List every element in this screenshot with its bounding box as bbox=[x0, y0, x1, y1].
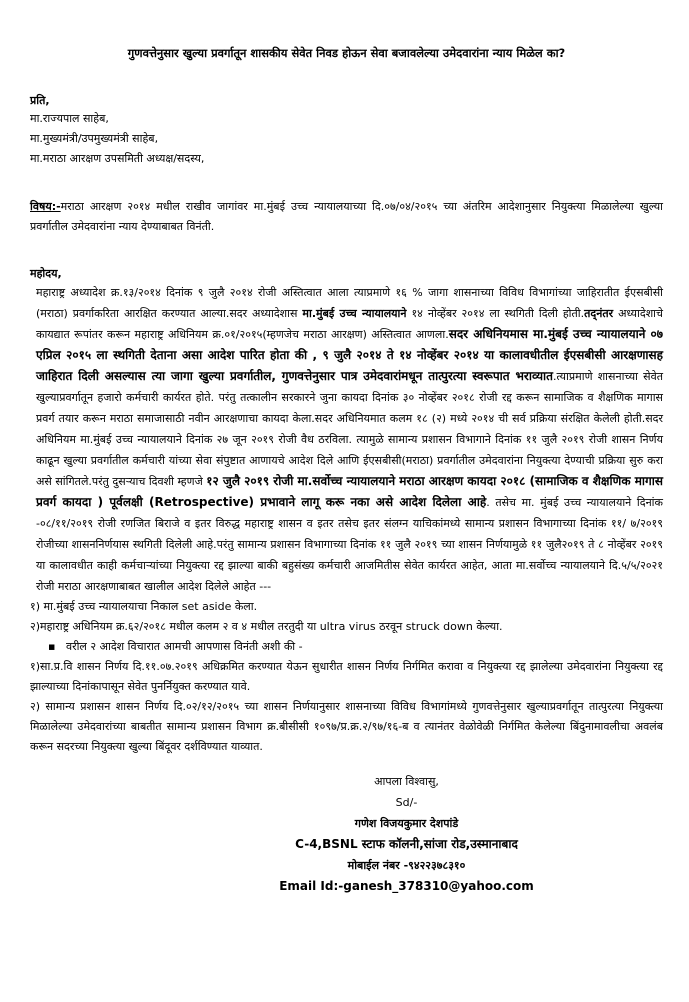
body-text-i: . तसेच मा. मुंबई उच्च न्यायालयाने दिनांक -०८/११/२०१९ रोजी रणजित बिराजे व इतर विरुद्ध महाराष्ट्र शासन व इतर तसेच इतर संलग्न याचिकांमध्ये सामान्य प्रशासन विभागाच्या दिनांक ११/ ७/२०१९ रोजीच्या शासननिर्णयास स्थगिती दिलेली आहे.परंतु सामान्य प्रशासन विभागाच्या दिनांक ११ जुलै २०१९ च्या शासन निर्णयामुळे ११ जुलै२०१९ ते ८ नोव्हेंबर २०१९ या कालावधीत काही कर्मचाऱ्यांच्या नियुक्त्या रद्द झाल्या बाकी बहुसंख्य कर्मचारी आजमितीस सेवेत कार्यरत आहेत, आता मा.सर्वोच्च न्यायालयाने दि.५/५/२०२१ रोजी मराठा आरक्षणाबाबत खालील आदेश दिलेले आहेत --- bbox=[36, 496, 663, 593]
body-text-a: महाराष्ट्र अध्यादेश क्र.१३/२०१४ दिनांक ९ जुलै २०१४ रोजी अस्तित्वात आला त्याप्रमाणे १६ % जागा शासनाच्या विविध विभागांच्या जाहिरातीत ईएसबीसी (मराठा) प्रवर्गाकरिता आरक्षित करण्यात आल्या.सदर अध्यादेशास bbox=[36, 286, 663, 320]
body-text-b: मा.मुंबई उच्च न्यायालयाने bbox=[302, 307, 407, 320]
addressee-3: मा.मराठा आरक्षण उपसमिती अध्यक्ष/सदस्य, bbox=[30, 152, 205, 165]
request-1: १)सा.प्र.वि शासन निर्णय दि.११.०७.२०१९ अधिक्रमित करण्यात येऊन सुधारीत शासन निर्णय निर्गमित करावा व नियुक्त्या रद्द झालेल्या उमेदवारांना नियुक्त्या रद्द झाल्याच्या दिनांकापासून सेवेत पुनर्नियुक्त करण्यात यावे. bbox=[30, 660, 663, 693]
addressee-1: मा.राज्यपाल साहेब, bbox=[30, 112, 109, 125]
salutation: महोदय, bbox=[30, 267, 62, 280]
letter-title: गुणवत्तेनुसार खुल्या प्रवर्गातून शासकीय सेवेत निवड होऊन सेवा बजावलेल्या उमेदवारांना न्याय मिळेल का? bbox=[127, 46, 566, 60]
body-text-c: १४ नोव्हेंबर २०१४ ला स्थगिती दिली होती. bbox=[406, 307, 585, 320]
body-text-g: .त्याप्रमाणे शासनाच्या सेवेत खुल्याप्रवर्गातून हजारो कर्मचारी कार्यरत होते. परंतु तत्कालीन सरकारने जुना कायदा दिनांक ३० नोव्हेंबर २०१८ रोजी रद्द करून सामाजिक व शैक्षणिक मागास प्रवर्ग तयार करून मराठा समाजासाठी नवीन आरक्षणाचा कायदा केला.सदर अधिनियमात कलम १८ (२) मध्ये २०१४ ची सर्व प्रक्रिया संरक्षित केलेली होती.सदर अधिनियम मा.मुंबई उच्च न्यायालयाने दिनांक २७ जून २०१९ रोजी वैध ठरविला. त्यामुळे सामान्य प्रशासन विभागाने दिनांक ११ जुलै २०१९ रोजी शासन निर्णय काढून खुल्या प्रवर्गातील कर्मचारी यांच्या सेवा संपुष्टात आणायचे आदेश दिले आणि ईएसबीसी(मराठा) प्रवर्गातील उमेदवारांना नियुक्त्या देण्याची प्रक्रिया सुरु करा असे सांगितले.परंतु दुसऱ्याच दिवशी म्हणजे bbox=[36, 370, 663, 488]
request-intro-text: वरील २ आदेश विचारात आमची आपणास विनंती अशी की - bbox=[65, 640, 303, 653]
body-text-f: सदर अधिनियमास मा.मुंबई उच्च न्यायालयाने ०७ एप्रिल २०१५ ला स्थगिती देताना असा आदेश पारित होता की , ९ जुलै २०१४ ते १४ नोव्हेंबर २०१४ या कालावधीतील ईएसबीसी आरक्षणासह जाहिरात दिली असल्यास त्या जागा खुल्या प्रवर्गातील, गुणवत्तेनुसार पात्र उमेदवारांमधून तात्पुरत्या स्वरूपात भराव्यात bbox=[36, 327, 663, 383]
request-intro: ▪ वरील २ आदेश विचारात आमची आपणास विनंती अशी की - bbox=[48, 640, 303, 653]
subject-label: विषय:- bbox=[30, 200, 61, 213]
signature-block bbox=[30, 771, 663, 897]
prati-label: प्रति, bbox=[30, 94, 50, 107]
regards: आपला विश्वासु, bbox=[374, 775, 439, 788]
body-text-h: १२ जुलै २०१९ रोजी मा.सर्वोच्च न्यायालयाने मराठा आरक्षण कायदा २०१८ (सामाजिक व शैक्षणिक मागास प्रवर्ग कायदा ) पूर्वलक्षी (Retrospective) प्रभावाने लागू करू नका असे आदेश दिलेला आहे bbox=[36, 474, 663, 509]
request-2: २) सामान्य प्रशासन शासन निर्णय दि.०२/१२/२०१५ च्या शासन निर्णयानुसार शासनाच्या विविध विभागांमध्ये गुणवत्तेनुसार खुल्याप्रवर्गातून तात्पुरत्या नियुक्त्या मिळालेल्या उमेदवारांच्या बाबतीत सामान्य प्रशासन विभाग क्र.बीसीसी १०९७/प्र.क्र.२/९७/१६-ब व त्यानंतर वेळोवेळी निर्गमित केलेल्या बिंदुनामावलीचा अवलंब करून सदरच्या नियुक्त्या खुल्या बिंदूवर दर्शविण्यात याव्यात. bbox=[30, 700, 663, 753]
addressee-2: मा.मुख्यमंत्री/उपमुख्यमंत्री साहेब, bbox=[30, 132, 159, 145]
body-text-e: अध्यादेशाचे कायद्यात रूपांतर करून महाराष्ट्र अधिनियम क्र.०१/२०१५(म्हणजेच मराठा आरक्षण) अस्तित्वात आणला. bbox=[36, 307, 664, 341]
sender-email: Email Id:-ganesh_378310@yahoo.com bbox=[279, 879, 534, 893]
sender-address: C-4,BSNL स्टाफ कॉलनी,सांजा रोड,उस्मानाबाद bbox=[295, 837, 518, 851]
subject-line bbox=[30, 197, 663, 237]
sender-name: गणेश विजयकुमार देशपांडे bbox=[354, 817, 459, 830]
order-1: १) मा.मुंबई उच्च न्यायालयाचा निकाल set aside केला. bbox=[30, 600, 258, 613]
subject-text: मराठा आरक्षण २०१४ मधील राखीव जागांवर मा.मुंबई उच्च न्यायालयाच्या दि.०७/०४/२०१५ च्या अंतरिम आदेशानुसार नियुक्त्या मिळालेल्या खुल्या प्रवर्गातील उमेदवारांना न्याय देण्याबाबत विनंती. bbox=[30, 200, 663, 233]
sender-mobile: मोबाईल नंबर -९४२२३७८३१० bbox=[347, 859, 466, 872]
order-2: २)महाराष्ट्र अधिनियम क्र.६२/२०१८ मधील कलम २ व ४ मधील तरतुदी या ultra virus ठरवून struck down केल्या. bbox=[30, 620, 503, 633]
sd-mark: Sd/- bbox=[395, 796, 418, 809]
body-text-d: तद्नंतर bbox=[584, 307, 614, 320]
body-paragraph bbox=[30, 282, 663, 597]
